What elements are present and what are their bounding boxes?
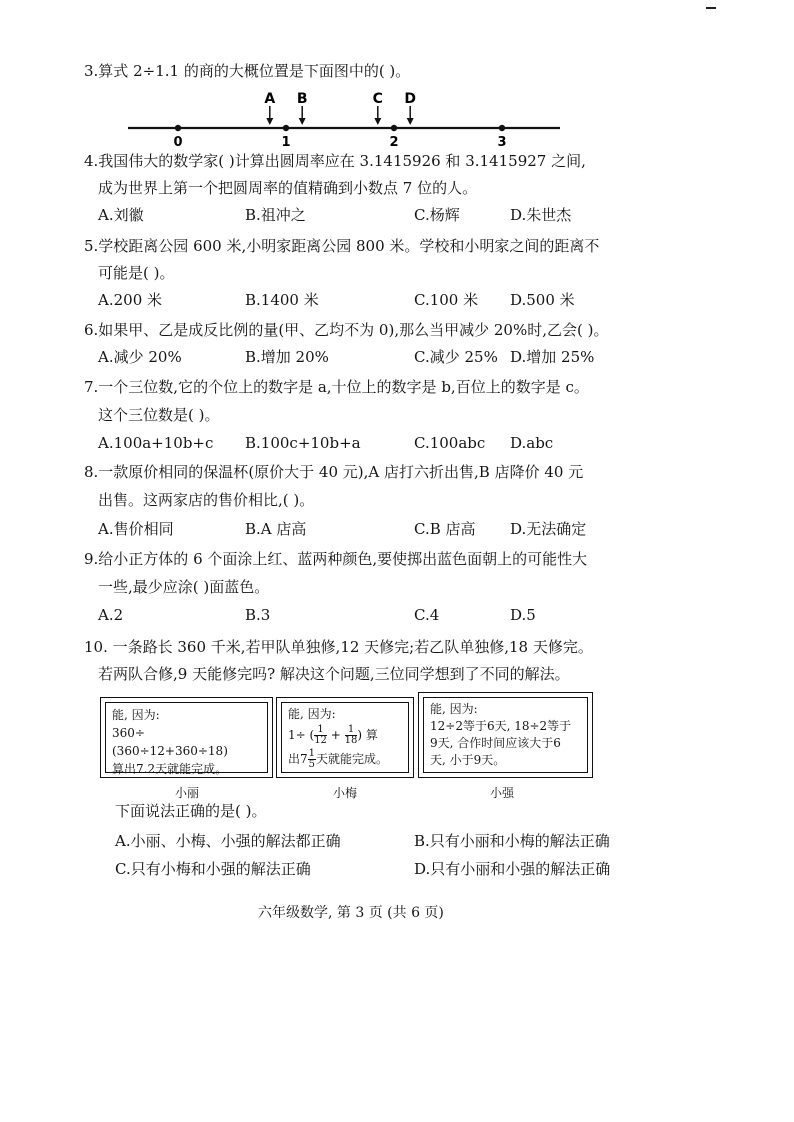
tick-label-0: 0 bbox=[173, 135, 183, 148]
tick-label-3: 3 bbox=[497, 135, 507, 148]
q6-option-c[interactable]: C.减少 25% bbox=[414, 348, 498, 366]
tick-label-2: 2 bbox=[389, 135, 399, 148]
point-label-d: D bbox=[404, 91, 417, 107]
xiaoqiang-line2: 12÷2等于6天, 18÷2等于 bbox=[430, 719, 572, 733]
xiaoli-line3: 算出7.2天就能完成。 bbox=[112, 762, 228, 776]
fraction-1-12 bbox=[314, 725, 327, 746]
xiaomei-line2 bbox=[288, 723, 402, 747]
xiaoli-line2: 360÷ (360÷12+360÷18) bbox=[112, 726, 228, 758]
q4-line1: 4.我国伟大的数学家( )计算出圆周率应在 3.1415926 和 3.1415927 之间, bbox=[84, 152, 586, 170]
solution-box-xiaomei bbox=[276, 697, 414, 778]
scan-mark bbox=[706, 7, 716, 9]
tick-dot-1 bbox=[283, 125, 289, 131]
point-label-c: C bbox=[372, 91, 383, 107]
q8-option-b[interactable]: B.A 店高 bbox=[245, 520, 307, 538]
xiaoqiang-line4: 天, 小于9天。 bbox=[430, 753, 506, 767]
q5-option-c[interactable]: C.100 米 bbox=[414, 291, 479, 309]
point-arrowhead-a bbox=[266, 118, 273, 125]
q8-line1: 8.一款原价相同的保温杯(原价大于 40 元),A 店打六折出售,B 店降价 40 元 bbox=[84, 463, 584, 481]
xiaoli-label: 小丽 bbox=[175, 786, 200, 800]
point-label-b: B bbox=[296, 91, 308, 107]
solution-box-xiaoli bbox=[100, 697, 273, 778]
fraction-1-18 bbox=[345, 725, 358, 746]
q7-option-d[interactable]: D.abc bbox=[510, 434, 554, 452]
xiaoqiang-line3: 9天, 合作时间应该大于6 bbox=[430, 736, 561, 750]
xiaoqiang-line1: 能, 因为: bbox=[430, 702, 478, 716]
xiaomei-label: 小梅 bbox=[333, 786, 358, 800]
xiaomei-line3-pre: 出7 bbox=[288, 752, 308, 766]
q6-option-d[interactable]: D.增加 25% bbox=[510, 348, 595, 366]
point-arrowhead-b bbox=[299, 118, 306, 125]
xiaomei-plus: + bbox=[330, 728, 341, 742]
q8-option-d[interactable]: D.无法确定 bbox=[510, 520, 587, 538]
q4-option-a[interactable]: A.刘徽 bbox=[98, 206, 144, 224]
q5-option-b[interactable]: B.1400 米 bbox=[245, 291, 319, 309]
q7-line2: 这个三位数是( )。 bbox=[98, 406, 220, 424]
xiaomei-line1: 能, 因为: bbox=[288, 707, 336, 721]
point-arrowhead-d bbox=[407, 118, 414, 125]
xiaomei-line3-post: 天就能完成。 bbox=[316, 752, 389, 766]
q5-option-a[interactable]: A.200 米 bbox=[98, 291, 162, 309]
page-footer: 六年级数学, 第 3 页 (共 6 页) bbox=[258, 905, 444, 921]
tick-dot-0 bbox=[175, 125, 181, 131]
q10-line1: 10. 一条路长 360 千米,若甲队单独修,12 天修完;若乙队单独修,18 天修完。 bbox=[84, 638, 593, 656]
q10-option-d[interactable]: D.只有小丽和小强的解法正确 bbox=[414, 860, 611, 878]
q3-text: 3.算式 2÷1.1 的商的大概位置是下面图中的( )。 bbox=[84, 62, 411, 80]
fraction-1-5-den: 5 bbox=[308, 759, 316, 770]
q9-option-a[interactable]: A.2 bbox=[98, 606, 124, 624]
fraction-1-5-num: 1 bbox=[308, 748, 316, 759]
solution-box-xiaoqiang bbox=[418, 692, 593, 778]
q10-question: 下面说法正确的是( )。 bbox=[115, 802, 267, 820]
q10-option-b[interactable]: B.只有小丽和小梅的解法正确 bbox=[414, 832, 610, 850]
fraction-1-18-den: 18 bbox=[344, 735, 358, 746]
xiaomei-line2-post: ) 算 bbox=[357, 728, 378, 742]
q8-option-a[interactable]: A.售价相同 bbox=[98, 520, 174, 538]
q7-option-c[interactable]: C.100abc bbox=[414, 434, 486, 452]
number-line bbox=[0, 88, 794, 148]
q10-option-c[interactable]: C.只有小梅和小强的解法正确 bbox=[115, 860, 311, 878]
q4-option-b[interactable]: B.祖冲之 bbox=[245, 206, 306, 224]
q10-line2: 若两队合修,9 天能修完吗? 解决这个问题,三位同学想到了不同的解法。 bbox=[98, 665, 570, 683]
fraction-1-12-num: 1 bbox=[314, 725, 327, 736]
xiaomei-line2-pre: 1÷ ( bbox=[288, 728, 315, 742]
q6-line1: 6.如果甲、乙是成反比例的量(甲、乙均不为 0),那么当甲减少 20%时,乙会( )。 bbox=[84, 321, 609, 339]
q9-option-d[interactable]: D.5 bbox=[510, 606, 536, 624]
q4-option-d[interactable]: D.朱世杰 bbox=[510, 206, 572, 224]
q9-option-b[interactable]: B.3 bbox=[245, 606, 271, 624]
q10-option-a[interactable]: A.小丽、小梅、小强的解法都正确 bbox=[115, 832, 341, 850]
xiaoli-line1: 能, 因为: bbox=[112, 708, 160, 722]
q5-line1: 5.学校距离公园 600 米,小明家距离公园 800 米。学校和小明家之间的距离不 bbox=[84, 237, 600, 255]
q9-line1: 9.给小正方体的 6 个面涂上红、蓝两种颜色,要使掷出蓝色面朝上的可能性大 bbox=[84, 550, 588, 568]
q7-option-a[interactable]: A.100a+10b+c bbox=[98, 434, 214, 452]
q7-line1: 7.一个三位数,它的个位上的数字是 a,十位上的数字是 b,百位上的数字是 c。 bbox=[84, 378, 589, 396]
solution-box-xiaoli-inner bbox=[105, 702, 268, 776]
q9-line2: 一些,最少应涂( )面蓝色。 bbox=[98, 578, 270, 596]
q5-line2: 可能是( )。 bbox=[98, 264, 175, 282]
q9-option-c[interactable]: C.4 bbox=[414, 606, 440, 624]
q5-option-d[interactable]: D.500 米 bbox=[510, 291, 575, 309]
q6-option-b[interactable]: B.增加 20% bbox=[245, 348, 329, 366]
q4-line2: 成为世界上第一个把圆周率的值精确到小数点 7 位的人。 bbox=[98, 179, 478, 197]
solution-box-xiaomei-inner bbox=[281, 702, 409, 773]
fraction-1-18-num: 1 bbox=[345, 725, 358, 736]
q4-option-c[interactable]: C.杨辉 bbox=[414, 206, 460, 224]
fraction-1-5 bbox=[308, 749, 316, 770]
xiaoqiang-label: 小强 bbox=[490, 786, 515, 800]
tick-label-1: 1 bbox=[281, 135, 291, 148]
point-label-a: A bbox=[264, 91, 276, 107]
q7-option-b[interactable]: B.100c+10b+a bbox=[245, 434, 361, 452]
q6-option-a[interactable]: A.减少 20% bbox=[98, 348, 182, 366]
solution-box-xiaoqiang-inner bbox=[423, 697, 588, 773]
fraction-1-12-den: 12 bbox=[314, 735, 327, 746]
tick-dot-3 bbox=[499, 125, 505, 131]
q8-line2: 出售。这两家店的售价相比,( )。 bbox=[98, 491, 315, 509]
point-arrowhead-c bbox=[374, 118, 381, 125]
q8-option-c[interactable]: C.B 店高 bbox=[414, 520, 476, 538]
tick-dot-2 bbox=[391, 125, 397, 131]
xiaomei-line3 bbox=[288, 747, 402, 771]
